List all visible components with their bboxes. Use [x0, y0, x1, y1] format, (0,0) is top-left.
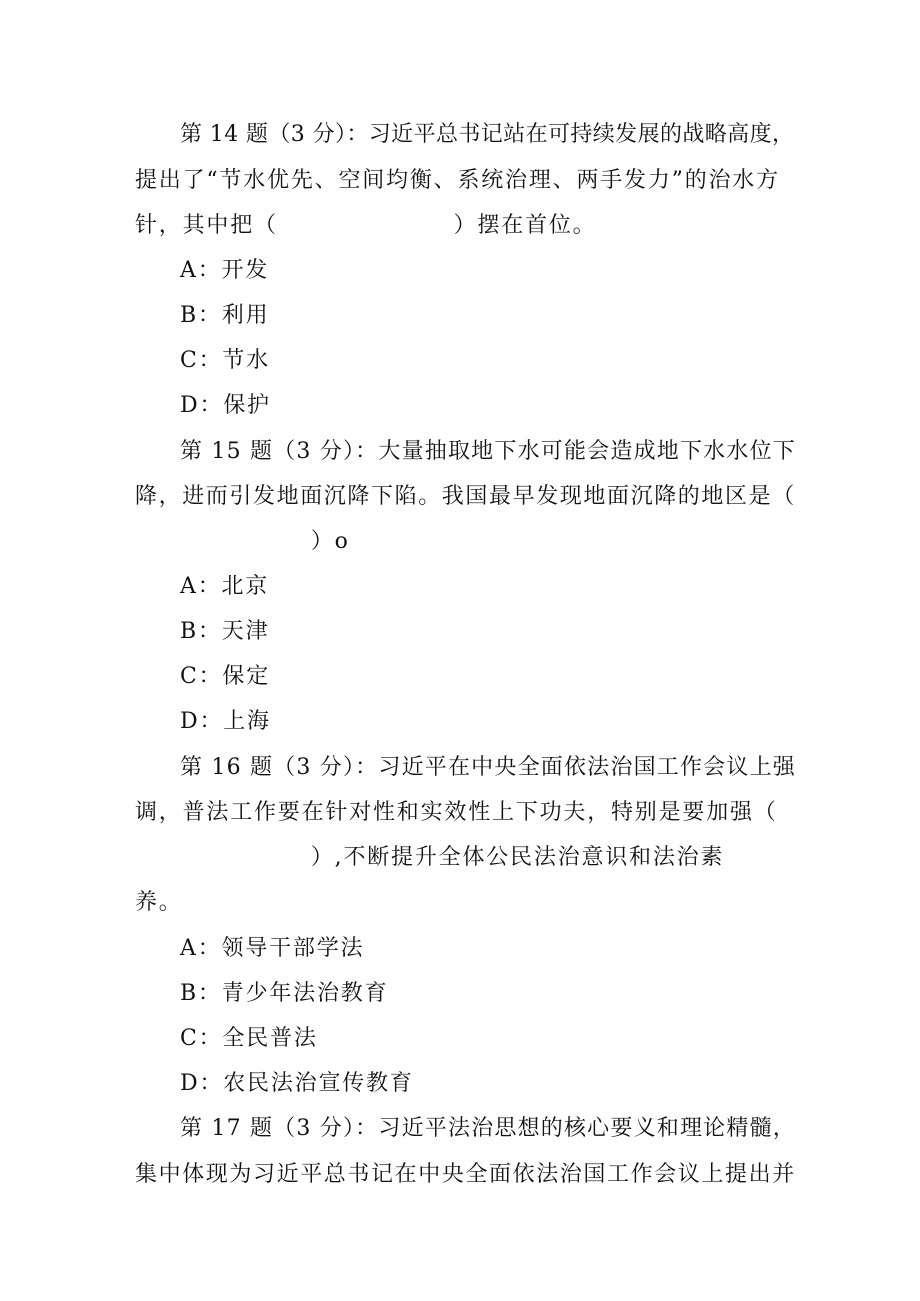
- question-15-option-c: C：保定: [180, 664, 271, 689]
- question-16-line-4: 养。: [135, 890, 183, 915]
- question-14-option-c: C：节水: [180, 348, 271, 373]
- question-14-option-b: B：利用: [180, 303, 270, 328]
- question-14-option-a: A：开发: [180, 258, 270, 283]
- question-15-option-d: D：上海: [180, 709, 271, 734]
- question-16-option-d: D：农民法治宣传教育: [180, 1071, 414, 1096]
- question-16-option-a: A：领导干部学法: [180, 936, 365, 961]
- question-16-line-3: ）,不断提升全体公民法治意识和法治素: [135, 845, 725, 870]
- question-16-line-2: 调，普法工作要在针对性和实效性上下功夫，特别是要加强（: [135, 800, 778, 825]
- question-14-line-2: 提出了“节水优先、空间均衡、系统治理、两手发力”的治水方: [135, 168, 780, 193]
- question-15-option-a: A：北京: [180, 574, 270, 599]
- question-15-option-b: B：天津: [180, 619, 270, 644]
- question-15-line-1: 第 15 题（3 分）：大量抽取地下水可能会造成地下水水位下: [180, 439, 796, 464]
- question-15-line-2: 降，进而引发地面沉降下陷。我国最早发现地面沉降的地区是（: [135, 484, 796, 509]
- question-17-line-1: 第 17 题（3 分）：习近平法治思想的核心要义和理论精髓，: [180, 1116, 796, 1141]
- question-15-line-3: ）o: [135, 529, 350, 554]
- question-16-option-b: B：青少年法治教育: [180, 981, 389, 1006]
- question-14-option-d: D：保护: [180, 393, 271, 418]
- question-16-option-c: C：全民普法: [180, 1026, 318, 1051]
- question-17-line-2: 集中体现为习近平总书记在中央全面依法治国工作会议上提出并: [135, 1162, 796, 1187]
- question-16-line-1: 第 16 题（3 分）：习近平在中央全面依法治国工作会议上强: [180, 755, 796, 780]
- question-14-line-3: 针，其中把（ ）摆在首位。: [135, 213, 597, 238]
- question-14-line-1: 第 14 题（3 分）：习近平总书记站在可持续发展的战略高度，: [180, 122, 795, 147]
